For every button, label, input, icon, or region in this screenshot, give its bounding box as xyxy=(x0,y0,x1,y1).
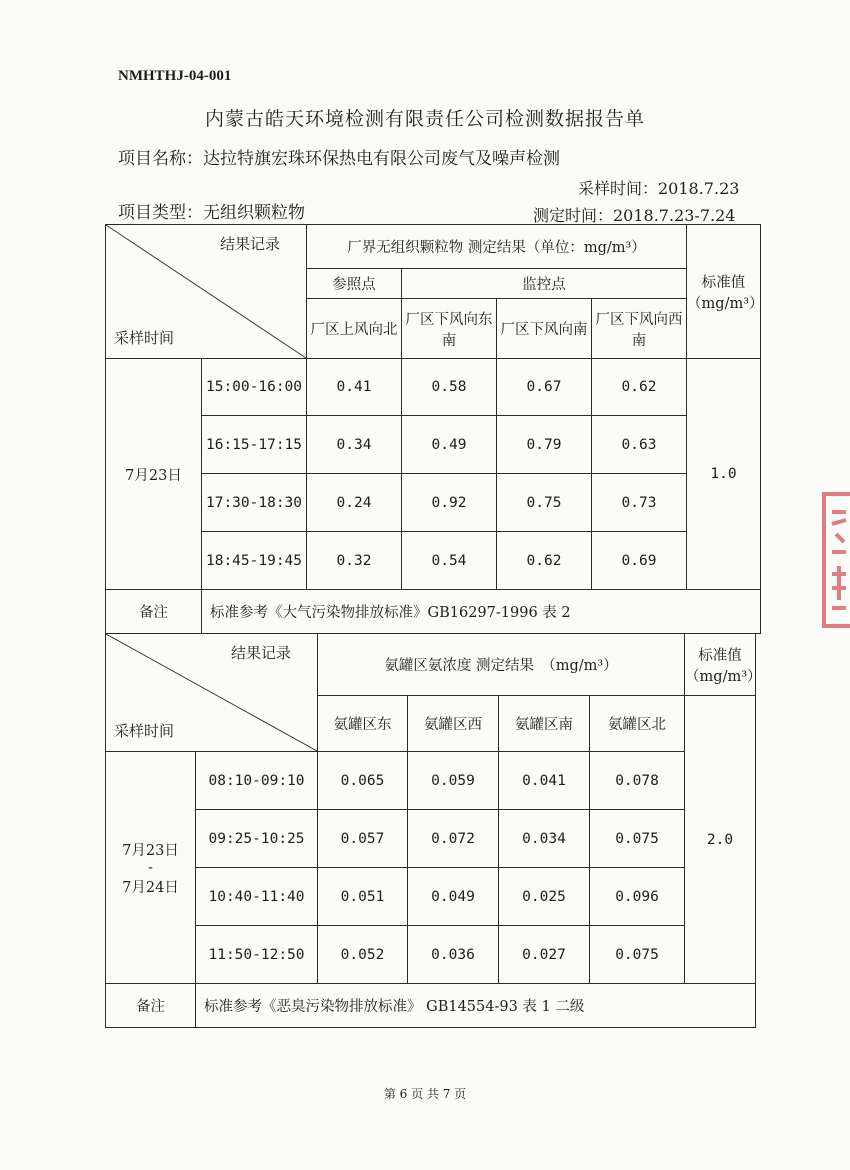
column-header: 厂区下风向南 xyxy=(497,299,592,359)
value-cell: 0.075 xyxy=(590,926,685,984)
measure-time: 测定时间：2018.7.23-7.24 xyxy=(533,206,736,225)
column-header: 氨罐区南 xyxy=(499,696,590,752)
value-cell: 0.096 xyxy=(590,868,685,926)
diag-bottom-label: 采样时间 xyxy=(114,722,175,740)
standard-header: 标准值（mg/m³） xyxy=(685,634,756,696)
diagonal-header-cell xyxy=(106,225,307,359)
monitor-group-header: 监控点 xyxy=(402,269,687,299)
standard-header: 标准值（mg/m³） xyxy=(687,225,761,359)
value-cell: 0.73 xyxy=(592,474,687,532)
standard-value: 2.0 xyxy=(685,696,756,984)
column-header: 氨罐区西 xyxy=(408,696,499,752)
value-cell: 0.041 xyxy=(499,752,590,810)
value-cell: 0.059 xyxy=(408,752,499,810)
diag-top-label: 结果记录 xyxy=(219,235,280,253)
value-cell: 0.072 xyxy=(408,810,499,868)
time-cell: 16:15-17:15 xyxy=(202,416,307,474)
value-cell: 0.051 xyxy=(318,868,408,926)
note-text: 标准参考《恶臭污染物排放标准》 GB14554-93 表 1 二级 xyxy=(196,984,756,1028)
particulate-table xyxy=(105,224,764,634)
value-cell: 0.92 xyxy=(402,474,497,532)
date-start: 7月23日 xyxy=(122,842,179,859)
column-header: 氨罐区北 xyxy=(590,696,685,752)
value-cell: 0.79 xyxy=(497,416,592,474)
note-label: 备注 xyxy=(106,590,202,634)
project-type: 项目类型：无组织颗粒物 xyxy=(118,203,305,223)
report-title: 内蒙古皓天环境检测有限责任公司检测数据报告单 xyxy=(204,108,645,130)
value-cell: 0.24 xyxy=(307,474,402,532)
time-cell: 09:25-10:25 xyxy=(196,810,318,868)
date-separator: - xyxy=(148,859,153,876)
table-header: 厂界无组织颗粒物 测定结果（单位：mg/m³） xyxy=(307,225,687,269)
value-cell: 0.62 xyxy=(497,532,592,590)
value-cell: 0.41 xyxy=(307,359,402,416)
date-cell xyxy=(106,752,196,984)
time-cell: 10:40-11:40 xyxy=(196,868,318,926)
time-cell: 08:10-09:10 xyxy=(196,752,318,810)
diagonal-header-cell xyxy=(106,634,318,752)
value-cell: 0.62 xyxy=(592,359,687,416)
column-header: 厂区下风向东南 xyxy=(402,299,497,359)
document-code: NMHTHJ-04-001 xyxy=(118,68,232,84)
diag-top-label: 结果记录 xyxy=(230,644,291,662)
value-cell: 0.67 xyxy=(497,359,592,416)
time-cell: 18:45-19:45 xyxy=(202,532,307,590)
value-cell: 0.078 xyxy=(590,752,685,810)
value-cell: 0.027 xyxy=(499,926,590,984)
ammonia-table xyxy=(105,633,762,1028)
time-cell: 17:30-18:30 xyxy=(202,474,307,532)
time-cell: 11:50-12:50 xyxy=(196,926,318,984)
value-cell: 0.63 xyxy=(592,416,687,474)
value-cell: 0.036 xyxy=(408,926,499,984)
value-cell: 0.75 xyxy=(497,474,592,532)
value-cell: 0.69 xyxy=(592,532,687,590)
note-label: 备注 xyxy=(106,984,196,1028)
value-cell: 0.49 xyxy=(402,416,497,474)
value-cell: 0.32 xyxy=(307,532,402,590)
value-cell: 0.049 xyxy=(408,868,499,926)
value-cell: 0.58 xyxy=(402,359,497,416)
value-cell: 0.052 xyxy=(318,926,408,984)
column-header: 厂区下风向西南 xyxy=(592,299,687,359)
value-cell: 0.34 xyxy=(307,416,402,474)
value-cell: 0.065 xyxy=(318,752,408,810)
seal-stamp-fragment xyxy=(810,490,850,630)
page-footer: 第 6 页 共 7 页 xyxy=(383,1087,467,1101)
value-cell: 0.057 xyxy=(318,810,408,868)
date-cell: 7月23日 xyxy=(106,359,202,590)
table-header: 氨罐区氨浓度 测定结果 （mg/m³） xyxy=(318,634,685,696)
time-cell: 15:00-16:00 xyxy=(202,359,307,416)
note-text: 标准参考《大气污染物排放标准》GB16297-1996 表 2 xyxy=(202,590,761,634)
date-end: 7月24日 xyxy=(122,879,179,896)
sampling-time: 采样时间：2018.7.23 xyxy=(578,179,740,198)
diag-bottom-label: 采样时间 xyxy=(114,329,175,347)
standard-value: 1.0 xyxy=(687,359,761,590)
project-name: 项目名称：达拉特旗宏珠环保热电有限公司废气及噪声检测 xyxy=(118,149,560,169)
reference-group-header: 参照点 xyxy=(307,269,402,299)
value-cell: 0.034 xyxy=(499,810,590,868)
column-header: 氨罐区东 xyxy=(318,696,408,752)
value-cell: 0.075 xyxy=(590,810,685,868)
value-cell: 0.025 xyxy=(499,868,590,926)
value-cell: 0.54 xyxy=(402,532,497,590)
column-header: 厂区上风向北 xyxy=(307,299,402,359)
